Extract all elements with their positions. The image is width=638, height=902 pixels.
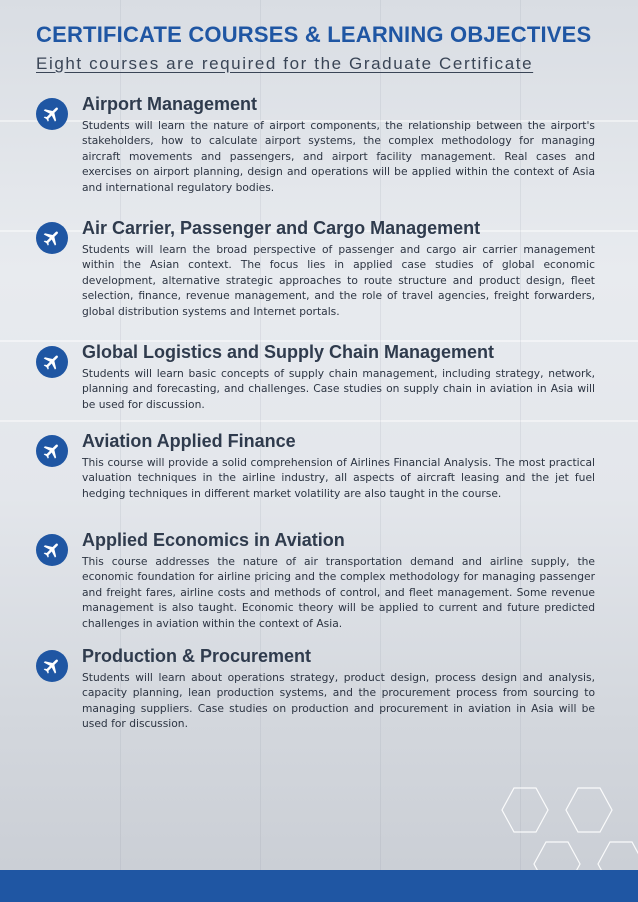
airplane-icon [36, 435, 68, 467]
airplane-icon [36, 534, 68, 566]
course-description: This course addresses the nature of air transportation demand and airline supply, the economic foundation for airline pricing and the complex methodology for managing passenger and freight fares, airline costs and methods of control, and fleet management. Some revenue management is also taught. Economic theory will be applied to current and future predicted challenges in aviation within the context of Asia. [82, 555, 595, 630]
course-title: Applied Economics in Aviation [82, 530, 345, 550]
airplane-icon [36, 98, 68, 130]
course-title: Production & Procurement [82, 646, 312, 666]
course-title: Airport Management [82, 94, 258, 114]
airplane-icon [36, 650, 68, 682]
course-description: Students will learn the nature of airport components, the relationship between the airport's stakeholders, how to calculate airport systems, the complex methodology for managing aircraft movements and passengers, and airport facility management. Real cases and exercises on airport planning, design and operations will be applied within the context of Asia and international regulatory bodies. [82, 119, 595, 194]
page-title: CERTIFICATE COURSES & LEARNING OBJECTIVES [36, 22, 592, 47]
course-title: Global Logistics and Supply Chain Management [82, 342, 495, 362]
course-title: Aviation Applied Finance [82, 431, 296, 451]
course-description: Students will learn the broad perspective of passenger and cargo air carrier management within the Asian context. The focus lies in applied case studies of global economic development, alternative strategic approaches to route structure and product design, fleet selection, finance, revenue management, and the role of travel agencies, freight forwarders, global distribution systems and Internet portals. [82, 243, 595, 318]
course-title: Air Carrier, Passenger and Cargo Management [82, 218, 481, 238]
course-description: This course will provide a solid comprehension of Airlines Financial Analysis. The most practical valuation techniques in the airline industry, all aspects of aircraft leasing and the jet fuel hedging techniques in different market volatility are also taught in the course. [82, 456, 595, 500]
airplane-icon [36, 346, 68, 378]
page-subtitle: Eight courses are required for the Graduate Certificate [36, 54, 534, 73]
airplane-icon [36, 222, 68, 254]
footer-bar [0, 870, 638, 902]
course-description: Students will learn about operations strategy, product design, process design and analysis, capacity planning, lean production systems, and the procurement process from sourcing to managing suppliers. Case studies on production and procurement in aviation in Asia will be used for discussion. [82, 671, 595, 731]
course-description: Students will learn basic concepts of supply chain management, including strategy, network, planning and forecasting, and challenges. Case studies on supply chain in aviation in Asia will be used for discussion. [82, 367, 595, 411]
